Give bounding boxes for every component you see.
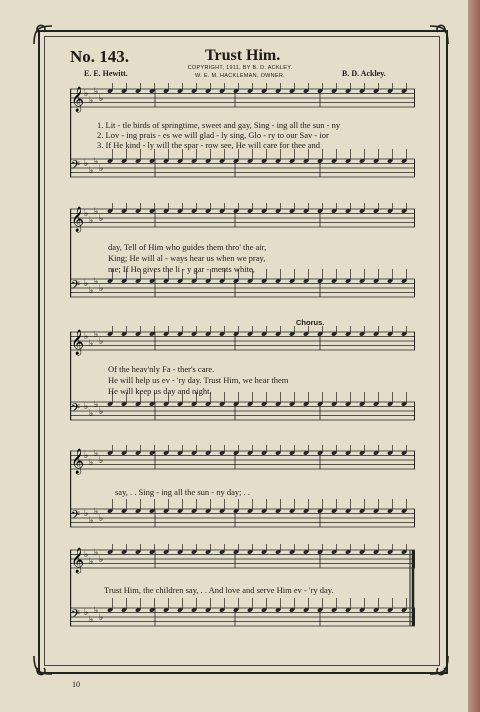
treble-staff bbox=[70, 83, 415, 107]
flat-sign-icon: ♭ bbox=[84, 209, 89, 219]
treble-clef-icon: 𝄞 bbox=[71, 87, 85, 112]
flat-sign-icon: ♭ bbox=[94, 277, 99, 287]
flat-sign-icon: ♭ bbox=[84, 332, 89, 342]
treble-staff bbox=[70, 326, 415, 350]
flat-sign-icon: ♭ bbox=[84, 451, 89, 461]
flat-sign-icon: ♭ bbox=[84, 550, 89, 560]
page-edge bbox=[468, 0, 480, 712]
flat-sign-icon: ♭ bbox=[84, 159, 89, 169]
flat-sign-icon: ♭ bbox=[99, 337, 104, 347]
bass-staff bbox=[70, 499, 415, 527]
flat-sign-icon: ♭ bbox=[84, 279, 89, 289]
flat-sign-icon: ♭ bbox=[99, 284, 104, 294]
flat-sign-icon: ♭ bbox=[99, 407, 104, 417]
lyric-line-chorus: Trust Him, the children say, . . And love and serve Him ev - 'ry day. bbox=[104, 585, 334, 595]
page-number: 10 bbox=[72, 680, 80, 689]
bass-staff bbox=[70, 598, 415, 626]
copyright-notice bbox=[175, 64, 305, 80]
flat-sign-icon: ♭ bbox=[99, 214, 104, 224]
flat-sign-icon: ♭ bbox=[94, 606, 99, 616]
lyric-line-verse1: day, Tell of Him who guides them thro' the air, bbox=[108, 242, 267, 252]
flat-sign-icon: ♭ bbox=[99, 514, 104, 524]
lyric-line-verse3: me; If He gives the li - y gar - ments white, bbox=[108, 264, 255, 274]
flat-sign-icon: ♭ bbox=[94, 548, 99, 558]
flat-sign-icon: ♭ bbox=[94, 400, 99, 410]
flat-sign-icon: ♭ bbox=[89, 516, 94, 526]
treble-staff bbox=[70, 445, 415, 469]
flat-sign-icon: ♭ bbox=[84, 89, 89, 99]
corner-ornament-icon bbox=[426, 652, 452, 678]
flat-sign-icon: ♭ bbox=[99, 94, 104, 104]
lyric-line-verse3: He will keep us day and night. bbox=[108, 386, 212, 396]
flat-sign-icon: ♭ bbox=[89, 339, 94, 349]
composer: B. D. Ackley. bbox=[342, 69, 386, 78]
flat-sign-icon: ♭ bbox=[89, 96, 94, 106]
flat-sign-icon: ♭ bbox=[99, 164, 104, 174]
treble-clef-icon: 𝄞 bbox=[71, 449, 85, 474]
flat-sign-icon: ♭ bbox=[89, 409, 94, 419]
bass-clef-icon: 𝄢 bbox=[71, 608, 81, 624]
lyric-line-verse2: King; He will al - ways hear us when we pray, bbox=[108, 253, 266, 263]
flat-sign-icon: ♭ bbox=[99, 456, 104, 466]
treble-staff bbox=[70, 544, 415, 568]
flat-sign-icon: ♭ bbox=[94, 449, 99, 459]
lyric-line-verse1: 1. Lit - tle birds of springtime, sweet and gay, Sing - ing all the sun - ny bbox=[97, 120, 341, 130]
bass-clef-icon: 𝄢 bbox=[71, 509, 81, 525]
flat-sign-icon: ♭ bbox=[89, 166, 94, 176]
flat-sign-icon: ♭ bbox=[94, 507, 99, 517]
flat-sign-icon: ♭ bbox=[84, 509, 89, 519]
corner-ornament-icon bbox=[30, 22, 56, 48]
flat-sign-icon: ♭ bbox=[94, 330, 99, 340]
lyric-line-verse2: He will help us ev - 'ry day. Trust Him, we hear them bbox=[108, 375, 289, 385]
flat-sign-icon: ♭ bbox=[94, 207, 99, 217]
flat-sign-icon: ♭ bbox=[89, 216, 94, 226]
hymn-title: Trust Him. bbox=[205, 47, 281, 64]
owner-line: W. E. M. HACKLEMAN, OWNER. bbox=[194, 73, 285, 79]
flat-sign-icon: ♭ bbox=[99, 613, 104, 623]
lyric-line-verse2: 2. Lov - ing prais - es we will glad - ly sing, Glo - ry to our Sav - ior bbox=[97, 130, 329, 140]
treble-clef-icon: 𝄞 bbox=[71, 330, 85, 355]
flat-sign-icon: ♭ bbox=[89, 458, 94, 468]
flat-sign-icon: ♭ bbox=[89, 615, 94, 625]
lyric-line-verse1: Of the heav'nly Fa - ther's care. bbox=[108, 364, 215, 374]
corner-ornament-icon bbox=[30, 652, 56, 678]
lyric-line-chorus: say, . . Sing - ing all the sun - ny day; . . bbox=[115, 487, 250, 497]
lyricist: E. E. Hewitt. bbox=[84, 69, 128, 78]
flat-sign-icon: ♭ bbox=[89, 286, 94, 296]
hymn-number: No. 143. bbox=[70, 47, 130, 66]
treble-staff bbox=[70, 203, 415, 227]
bass-clef-icon: 𝄢 bbox=[71, 279, 81, 295]
flat-sign-icon: ♭ bbox=[84, 608, 89, 618]
treble-clef-icon: 𝄞 bbox=[71, 548, 85, 573]
flat-sign-icon: ♭ bbox=[99, 555, 104, 565]
bass-clef-icon: 𝄢 bbox=[71, 402, 81, 418]
bass-staff bbox=[70, 149, 415, 177]
bass-clef-icon: 𝄢 bbox=[71, 159, 81, 175]
flat-sign-icon: ♭ bbox=[84, 402, 89, 412]
lyric-line-verse3: 3. If He kind - ly will the spar - row see, He will care for thee and bbox=[97, 140, 321, 150]
flat-sign-icon: ♭ bbox=[94, 157, 99, 167]
chorus-label: Chorus. bbox=[296, 318, 325, 327]
flat-sign-icon: ♭ bbox=[94, 87, 99, 97]
corner-ornament-icon bbox=[426, 22, 452, 48]
copyright-line: COPYRIGHT, 1911, BY B. D. ACKLEY. bbox=[187, 65, 293, 71]
treble-clef-icon: 𝄞 bbox=[71, 207, 85, 232]
flat-sign-icon: ♭ bbox=[89, 557, 94, 567]
bass-staff bbox=[70, 392, 415, 420]
